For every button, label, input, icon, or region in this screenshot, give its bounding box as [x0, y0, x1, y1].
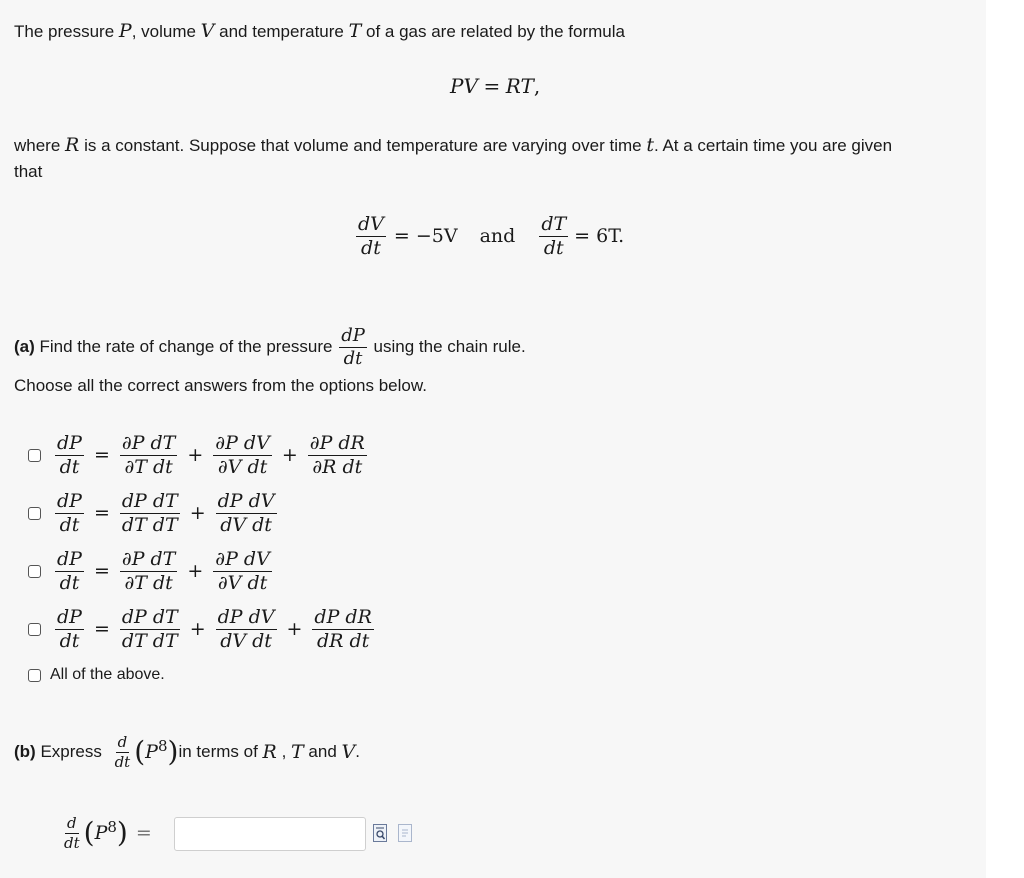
checkbox-option-4[interactable]: [28, 623, 41, 636]
constant-line2: that: [14, 162, 43, 181]
constant-part: where: [14, 136, 66, 155]
plus-sign: +: [187, 444, 204, 467]
var-t: t: [646, 134, 654, 156]
part-b-text: .: [355, 742, 360, 761]
dTdt-fraction: $\frac{dT}{dt}$: [541, 213, 567, 259]
checkbox-option-3[interactable]: [28, 565, 41, 578]
term-fraction: $\frac{\text{dP dT}}{\text{dT dT}}$: [121, 490, 178, 536]
formula-eq: =: [483, 74, 501, 98]
term-fraction: $\frac{\text{∂P dV}}{\text{∂V dt}}$: [215, 432, 270, 478]
part-b-label: (b): [14, 742, 36, 761]
option-lhs-fraction: $\frac{dP}{dt}$: [57, 432, 82, 478]
equals-sign: =: [93, 502, 110, 525]
term-fraction: $\frac{\text{dP dR}}{\text{dR dt}}$: [314, 606, 372, 652]
option-lhs-fraction: $\frac{dP}{dt}$: [57, 490, 82, 536]
constant-part: . At a certain time you are given: [653, 136, 893, 155]
part-a-instruction: Choose all the correct answers from the options below.: [14, 376, 427, 395]
term-fraction: $\frac{\text{dP dV}}{\text{dV dt}}$: [217, 490, 275, 536]
var-P: P: [94, 822, 108, 844]
equals-sign: =: [135, 822, 152, 844]
paren-open: (: [83, 816, 95, 849]
dVdt-fraction: $\frac{dV}{dt}$: [358, 213, 384, 259]
equals-sign: =: [93, 560, 110, 583]
plus-sign: +: [187, 560, 204, 583]
intro-part: and temperature: [214, 22, 349, 41]
option-lhs-fraction: $\frac{dP}{dt}$: [57, 606, 82, 652]
answer-expression: [60, 815, 160, 851]
constant-text: [14, 134, 892, 156]
given-rates: [354, 214, 624, 259]
dTdt-value: = 6T.: [574, 225, 625, 248]
constant-part: is a constant. Suppose that volume and temperature are varying over time: [79, 136, 647, 155]
option-3[interactable]: [28, 549, 274, 594]
term-fraction: $\frac{\text{dP dT}}{\text{dT dT}}$: [121, 606, 178, 652]
dVdt-value: = −5V: [393, 225, 458, 248]
exponent: 8: [107, 818, 117, 836]
answer-input[interactable]: [174, 817, 366, 851]
paren-open: (: [134, 735, 146, 768]
var-V: V: [200, 20, 215, 42]
part-b-prompt: [14, 734, 360, 770]
d-dt-fraction: $\frac{d}{dt}$: [114, 733, 131, 771]
option-1[interactable]: [28, 433, 369, 478]
part-b-text: ,: [276, 742, 292, 761]
and-word: and: [479, 225, 516, 248]
d-dt-fraction: $\frac{d}{dt}$: [64, 814, 80, 852]
intro-part: of a gas are related by the formula: [361, 22, 625, 41]
var-R: R: [65, 134, 80, 156]
equals-sign: =: [93, 618, 110, 641]
intro-part: The pressure: [14, 22, 119, 41]
plus-sign: +: [286, 618, 303, 641]
option-5[interactable]: [28, 666, 165, 684]
plus-sign: +: [189, 618, 206, 641]
part-b-text: Express: [35, 742, 107, 761]
part-b-text: and: [303, 742, 342, 761]
term-fraction: $\frac{\text{∂P dT}}{\text{∂T dt}}$: [121, 548, 176, 594]
formula-lhs: PV: [450, 74, 478, 98]
option-5-label: All of the above.: [50, 666, 165, 683]
intro-part: , volume: [131, 22, 201, 41]
var-R: R: [262, 741, 277, 763]
term-fraction: $\frac{\text{∂P dV}}{\text{∂V dt}}$: [215, 548, 270, 594]
formula-rhs: RT: [505, 74, 534, 98]
help-file-icon[interactable]: [398, 824, 412, 842]
option-lhs-fraction: $\frac{dP}{dt}$: [57, 548, 82, 594]
term-fraction: $\frac{\text{∂P dT}}{\text{∂T dt}}$: [121, 432, 176, 478]
part-b-text: in terms of: [178, 742, 263, 761]
paren-close: ): [167, 735, 179, 768]
part-a-text: using the chain rule.: [368, 337, 526, 357]
ideal-gas-formula: [450, 74, 540, 99]
var-V: V: [341, 741, 356, 763]
plus-sign: +: [281, 444, 298, 467]
plus-sign: +: [189, 502, 206, 525]
option-2[interactable]: [28, 491, 279, 536]
part-a-prompt: [14, 326, 526, 369]
var-P: P: [118, 20, 132, 42]
checkbox-option-5[interactable]: [28, 669, 41, 682]
var-T: T: [348, 20, 362, 42]
part-a-label: (a): [14, 337, 35, 357]
option-4[interactable]: [28, 607, 376, 652]
exponent: 8: [157, 737, 168, 755]
var-P: P: [145, 741, 158, 763]
term-fraction: $\frac{\text{dP dV}}{\text{dV dt}}$: [217, 606, 275, 652]
checkbox-option-2[interactable]: [28, 507, 41, 520]
paren-close: ): [116, 816, 128, 849]
formula-punct: ,: [533, 74, 541, 98]
part-a-text: Find the rate of change of the pressure: [34, 337, 338, 357]
checkbox-option-1[interactable]: [28, 449, 41, 462]
preview-icon[interactable]: [373, 824, 387, 842]
var-T: T: [291, 741, 304, 763]
term-fraction: $\frac{\text{∂P dR}}{\text{∂R dt}}$: [309, 432, 365, 478]
dPdt-fraction: $\frac{dP}{dt}$: [341, 325, 365, 369]
intro-text: [14, 20, 625, 42]
equals-sign: =: [93, 444, 110, 467]
